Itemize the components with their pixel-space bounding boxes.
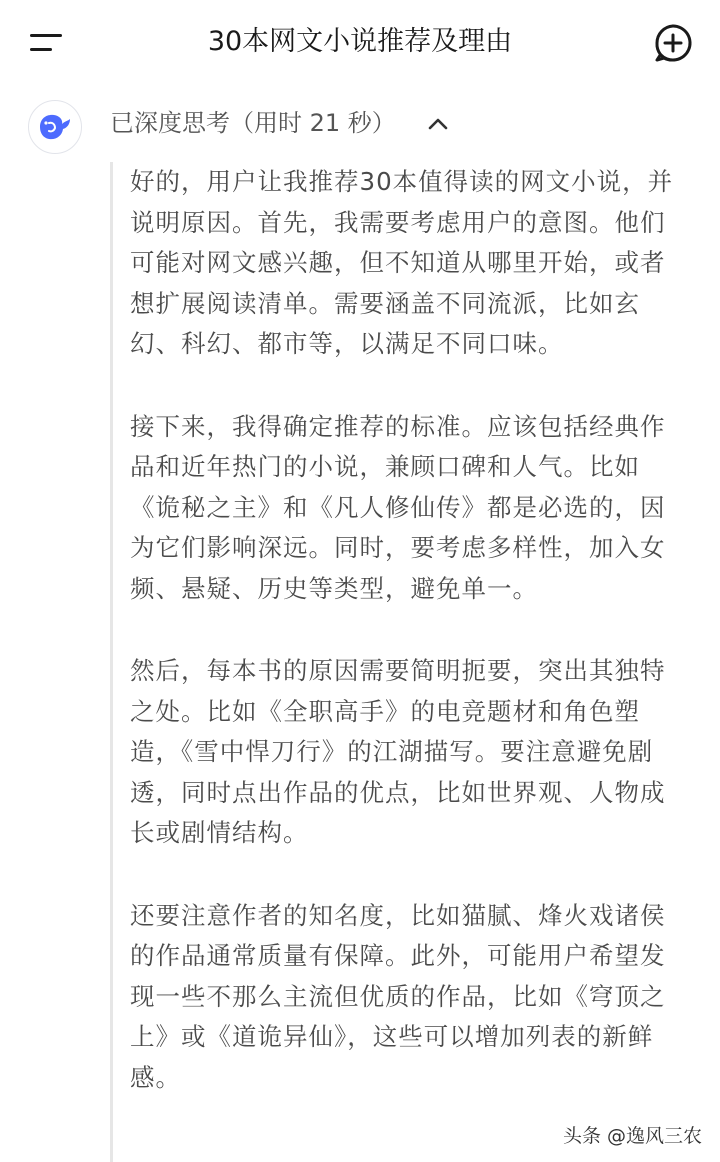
thought-paragraph: 然后，每本书的原因需要简明扼要，突出其独特之处。比如《全职高手》的电竞题材和角色塑造，《雪中悍刀行》的江湖描写。要注意避免剧透，同时点出作品的优点，比如世界观、人物成长或剧情结构。	[130, 656, 666, 847]
menu-icon	[30, 34, 62, 37]
thought-paragraph: 接下来，我得确定推荐的标准。应该包括经典作品和近年热门的小说，兼顾口碑和人气。比如《诡秘之主》和《凡人修仙传》都是必选的，因为它们影响深远。同时，要考虑多样性，加入女频、悬疑、历史等类型，避免单一。	[130, 411, 666, 603]
new-chat-button[interactable]	[652, 22, 694, 64]
thinking-status-label: 已深度思考（用时 21 秒）	[110, 109, 396, 137]
chevron-up-icon	[424, 110, 452, 138]
collapse-thinking-button[interactable]	[424, 110, 452, 138]
thought-content	[130, 162, 690, 1140]
conversation-title[interactable]: 30本网文小说推荐及理由	[207, 26, 513, 57]
new-chat-icon	[652, 22, 694, 64]
thought-paragraph: 好的，用户让我推荐30本值得读的网文小说，并说明原因。首先，我需要考虑用户的意图。他们可能对网文感兴趣，但不知道从哪里开始，或者想扩展阅读清单。需要涵盖不同流派，比如玄幻、科幻、都市等，以满足不同口味。	[130, 167, 674, 358]
deepseek-whale-icon	[37, 110, 73, 144]
thought-divider	[110, 162, 113, 1162]
menu-icon-bar	[30, 48, 52, 51]
thought-paragraph: 还要注意作者的知名度，比如猫腻、烽火戏诸侯的作品通常质量有保障。此外，可能用户希望发现一些不那么主流但优质的作品，比如《穹顶之上》或《道诡异仙》，这些可以增加列表的新鲜感。	[130, 900, 666, 1092]
thinking-header[interactable]	[0, 96, 720, 156]
top-bar	[0, 0, 720, 84]
source-watermark: 头条 @逸风三农	[562, 1125, 702, 1147]
assistant-avatar	[28, 100, 82, 154]
menu-button[interactable]	[22, 28, 66, 58]
